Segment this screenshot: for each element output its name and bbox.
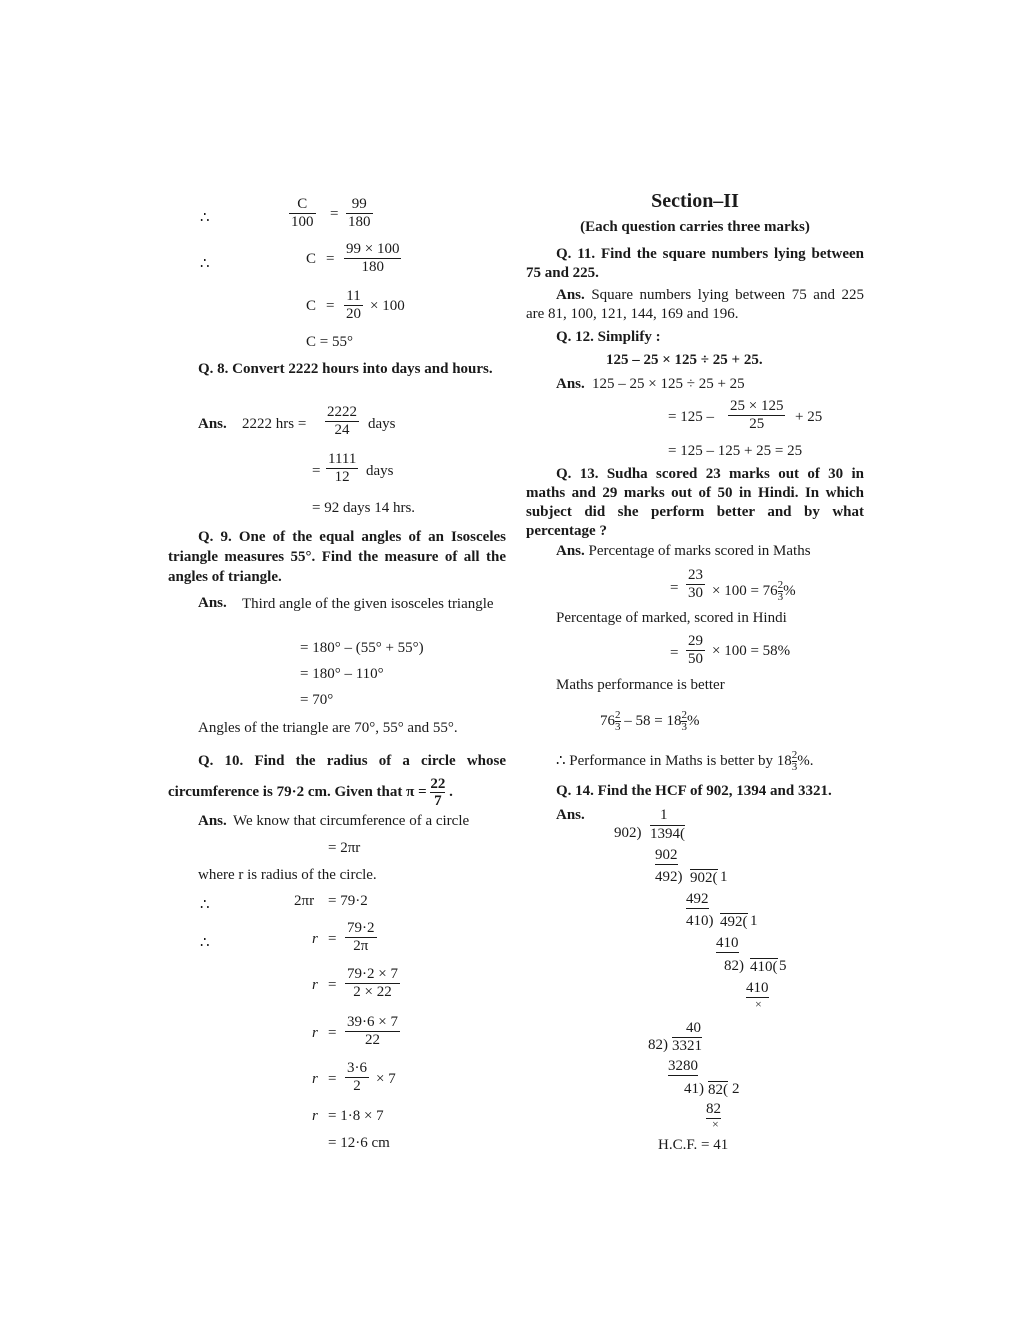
fraction: $\frac{2222}{24}$: [327, 404, 357, 438]
hindi-text: Percentage of marked, scored in Hindi: [556, 610, 787, 626]
equals-sign: =: [328, 1071, 337, 1087]
fraction: $\frac{23}{30}$: [688, 567, 703, 601]
subtrahend: 410: [716, 935, 739, 951]
equation-result: = 12·6 cm: [328, 1135, 390, 1151]
hcf-result: H.C.F. = 41: [658, 1137, 729, 1153]
divisor: 492): [655, 869, 683, 885]
pi-fraction: $\frac{22}{7}$: [430, 776, 446, 809]
answer-label: Ans.: [556, 287, 585, 303]
difference-line: 76 $\frac{2}{3}$ – 58 = 18 $\frac{2}{3}$ %: [600, 709, 700, 733]
section-note: (Each question carries three marks): [580, 219, 810, 235]
hindi-percentage: × 100 = 58%: [712, 643, 791, 659]
answer-label: Ans.: [556, 543, 585, 559]
period: .: [449, 783, 453, 800]
answer-text: Percentage of marks scored in Maths: [588, 543, 811, 559]
better-text: Maths performance is better: [556, 677, 725, 693]
fraction: $\frac{99}{180}$: [348, 196, 371, 230]
answer-label: Ans.: [556, 376, 585, 392]
answer-13: [556, 543, 811, 560]
subtrahend: 3280: [668, 1058, 698, 1074]
question-8: Q. 8. Convert 2222 hours into days and hours.: [198, 361, 493, 377]
therefore-symbol: ∴: [200, 935, 210, 951]
equation-lhs: 2222 hrs =: [242, 416, 307, 432]
equation-rhs: = 79·2: [328, 893, 368, 909]
equation-lhs: r: [312, 931, 318, 947]
mixed-fraction: $\frac{2}{3}$: [777, 579, 784, 603]
fraction: $\frac{11}{20}$: [346, 288, 361, 322]
subtrahend: 492: [686, 891, 709, 907]
equals-sign: =: [670, 645, 679, 661]
divisor: 410): [686, 913, 714, 929]
mixed-fraction: $\frac{2}{3}$: [791, 749, 798, 773]
fraction: $\frac{25 \times 125}{25}$: [730, 398, 784, 432]
maths-percentage: × 100 = 76 $\frac{2}{3}$ %: [712, 579, 796, 603]
equation-step: = 70°: [300, 692, 334, 708]
fraction: $\frac{29}{50}$: [688, 633, 703, 667]
quotient: 5: [779, 958, 787, 974]
equation-result: C = 55°: [306, 334, 353, 350]
equals-sign: =: [326, 251, 335, 267]
equation-lhs: r: [312, 1071, 318, 1087]
quotient: 2: [732, 1081, 740, 1097]
mixed-fraction: $\frac{2}{3}$: [615, 709, 621, 733]
answer-text: Square numbers lying between 75 and 225 are 81, 100, 121, 144, 169 and 196.: [526, 287, 865, 322]
subtrahend: 82: [706, 1101, 721, 1117]
therefore-symbol: ∴: [200, 210, 210, 226]
question-10: [168, 747, 506, 809]
question-12: Q. 12. Simplify :: [556, 329, 661, 345]
equation-lhs: r: [312, 977, 318, 993]
equation-lhs: r: [312, 1025, 318, 1041]
dividend: 82(: [708, 1082, 728, 1098]
equation-step: 125 – 25 × 125 ÷ 25 + 25: [592, 376, 745, 392]
equals-sign: =: [330, 206, 339, 222]
question-9: Q. 9. One of the equal angles of an Isosceles triangle measures 55°. Find the measure of all the angles of triangle.: [168, 529, 506, 585]
answer-label: Ans.: [198, 416, 227, 432]
answer-text: Third angle of the given isosceles triangle: [242, 596, 494, 612]
equation-result: = 92 days 14 hrs.: [312, 500, 416, 516]
q13-conclusion: ∴ Performance in Maths is better by 18 $\frac{2}{3}$ %.: [556, 749, 814, 773]
section-title: Section–II: [651, 190, 739, 212]
equals-sign: =: [328, 931, 337, 947]
subtrahend: 902: [655, 847, 678, 863]
equation-lhs: r: [312, 1108, 318, 1124]
equation-lhs: C: [306, 298, 317, 314]
remainder-zero: ×: [755, 997, 762, 1011]
quotient: 1: [720, 869, 728, 885]
fraction: $\frac{79\cdot 2}{2\pi}$: [347, 920, 375, 954]
equals-sign: =: [670, 580, 679, 596]
where-text: where r is radius of the circle.: [198, 867, 377, 883]
dividend: 902(: [690, 870, 718, 886]
therefore-symbol: ∴: [200, 256, 210, 272]
unit-label: days: [368, 416, 396, 432]
remainder-zero: ×: [712, 1117, 719, 1131]
equation-step: = 180° – 110°: [300, 666, 384, 682]
dividend: 410(: [750, 959, 778, 975]
question-13: Q. 13. Sudha scored 23 marks out of 30 in maths and 29 marks out of 50 in Hindi. In which subject did she perform better and by what percentage ?: [526, 466, 864, 539]
dividend: 492(: [720, 914, 748, 930]
subtrahend: 410: [746, 980, 769, 996]
therefore-symbol: ∴: [200, 897, 210, 913]
question-10-text: Q. 10. Find the radius of a circle whose circumference is 79·2 cm. Given that π =: [168, 753, 506, 800]
formula: = 2πr: [328, 840, 361, 856]
mixed-fraction: $\frac{2}{3}$: [681, 709, 687, 733]
equation-lhs: C: [306, 251, 317, 267]
dividend: 3321: [672, 1038, 702, 1054]
divisor: 82): [648, 1037, 668, 1053]
fraction: $\frac{C}{100}$: [291, 196, 314, 230]
divisor: 41): [684, 1081, 704, 1097]
fraction: $\frac{1111}{12}$: [328, 451, 357, 485]
answer-label: Ans.: [198, 813, 227, 829]
equals-sign: =: [326, 298, 335, 314]
equals-sign: =: [328, 977, 337, 993]
equation-rest: × 7: [376, 1071, 396, 1087]
quotient: 1: [750, 913, 758, 929]
answer-label: Ans.: [556, 807, 585, 823]
equation-step: = 125 –: [668, 409, 714, 425]
fraction: $\frac{3\cdot 6}{2}$: [347, 1060, 367, 1094]
fraction: $\frac{99 \times 100}{180}$: [346, 241, 400, 275]
conclusion-text: Angles of the triangle are 70°, 55° and 55°.: [198, 720, 458, 736]
equation-lhs: 2πr: [294, 893, 315, 909]
fraction: $\frac{39\cdot 6 \times 7}{22}$: [347, 1014, 398, 1048]
quotient: 40: [686, 1020, 701, 1036]
fraction: $\frac{79\cdot 2 \times 7}{2 \times 22}$: [347, 966, 398, 1000]
dividend: 1394(: [650, 826, 685, 842]
quotient: 1: [660, 807, 668, 823]
equation-rhs: = 1·8 × 7: [328, 1108, 384, 1124]
divisor: 82): [724, 958, 744, 974]
equals-sign: =: [328, 1025, 337, 1041]
unit-label: days: [366, 463, 394, 479]
answer-11: [526, 286, 864, 324]
equation-step: + 25: [795, 409, 823, 425]
equation-result: = 125 – 125 + 25 = 25: [668, 443, 803, 459]
question-12-expression: 125 – 25 × 125 ÷ 25 + 25.: [606, 352, 763, 368]
answer-text: We know that circumference of a circle: [233, 813, 470, 829]
equation-step: = 180° – (55° + 55°): [300, 640, 424, 656]
question-14: Q. 14. Find the HCF of 902, 1394 and 3321.: [556, 783, 832, 799]
question-11: Q. 11. Find the square numbers lying between 75 and 225.: [526, 246, 864, 281]
divisor: 902): [614, 825, 642, 841]
equals-sign: =: [312, 463, 321, 479]
answer-label: Ans.: [198, 595, 227, 611]
equation-rest: × 100: [370, 298, 405, 314]
